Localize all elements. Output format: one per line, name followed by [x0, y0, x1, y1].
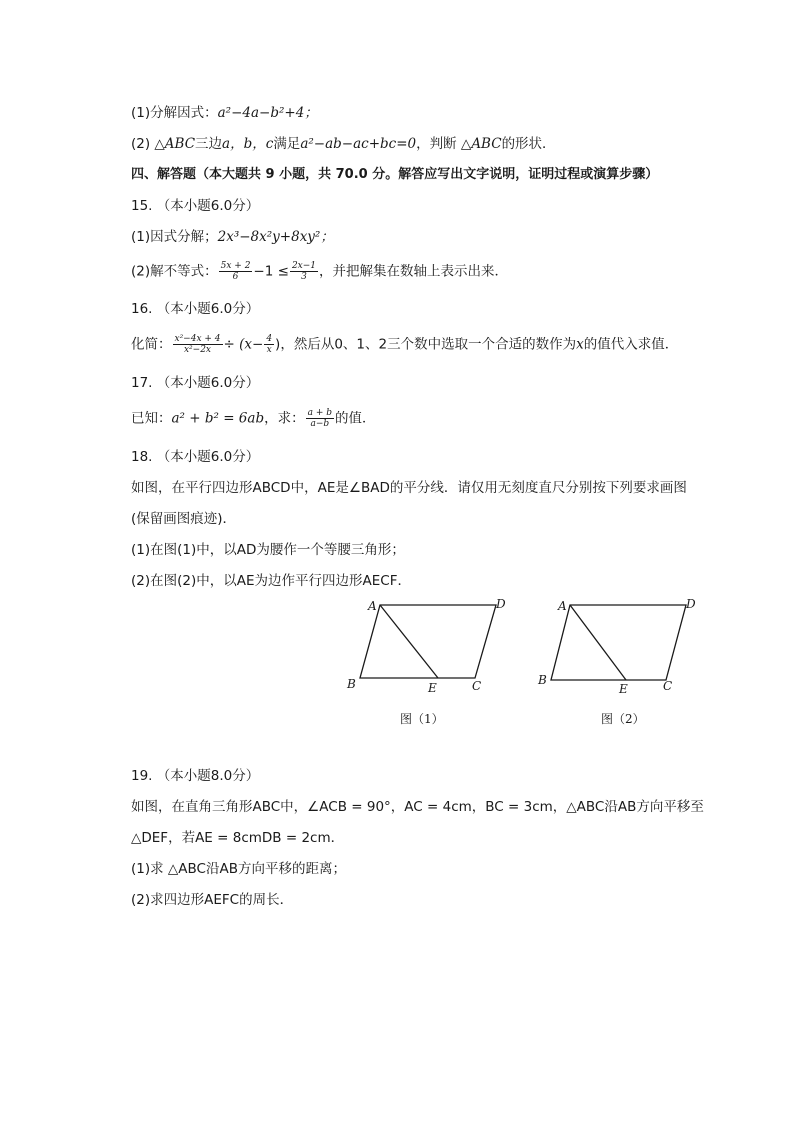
numerator: 2x−1: [291, 261, 317, 271]
problem-18-line-4: (2)在图(2)中，以AE为边作平行四边形AECF．: [131, 573, 411, 589]
math: ABC: [164, 136, 196, 152]
parallelogram-abcd: [360, 605, 496, 678]
denominator: x: [266, 345, 272, 355]
segment-ae: [380, 605, 438, 678]
segment-ae: [570, 605, 626, 680]
problem-15-part-1: [131, 228, 334, 246]
denominator: x²−2x: [183, 345, 212, 355]
fraction: [290, 261, 318, 282]
numerator: 5x + 2: [220, 261, 251, 271]
text: 三边: [195, 136, 223, 152]
text: )，然后从0、1、2三个数中选取一个合适的数作为: [275, 336, 577, 353]
denominator: a−b: [310, 419, 330, 429]
text: 已知：: [131, 410, 172, 427]
fraction: [306, 408, 334, 429]
label-d: D: [686, 597, 696, 611]
text: (1)因式分解；: [131, 229, 218, 245]
text: 化简：: [131, 336, 172, 353]
figure-1: [340, 594, 520, 698]
text: ，求：: [264, 410, 305, 427]
label-c: C: [663, 679, 673, 693]
problem-14-part-1: [131, 104, 318, 122]
parallelogram-abcd: [551, 605, 686, 680]
numerator: 4: [266, 334, 273, 344]
problem-16-header: 16. （本小题6.0分）: [131, 301, 260, 317]
math-expression: a² + b² = 6ab: [171, 410, 265, 427]
math: ABC: [471, 136, 502, 152]
problem-15-header: 15. （本小题6.0分）: [131, 198, 260, 214]
text: ，判断 △: [416, 136, 472, 152]
problem-17-body: [131, 408, 375, 429]
math: ÷ (x−: [223, 336, 264, 353]
math-expression: a²−4a−b²+4；: [217, 105, 318, 121]
label-a: A: [558, 599, 567, 613]
text: (2) △: [131, 136, 165, 152]
text: 的值．: [334, 410, 376, 427]
problem-19-header: 19. （本小题8.0分）: [131, 768, 260, 784]
text: (2)解不等式：: [131, 263, 218, 280]
parallelogram-figure-1: [340, 594, 520, 694]
problem-18-header: 18. （本小题6.0分）: [131, 449, 260, 465]
problem-18-line-2: (保留画图痕迹)．: [131, 511, 237, 527]
math: a，b，c: [222, 136, 274, 152]
fraction: [173, 334, 223, 355]
parallelogram-figure-2: [530, 594, 710, 694]
fraction: [264, 334, 274, 355]
math: x: [576, 336, 584, 353]
label-b: B: [347, 677, 356, 691]
text: −1 ≤: [253, 263, 289, 280]
label-e: E: [619, 682, 628, 694]
figure-2-caption: 图（2）: [601, 712, 645, 726]
math-expression: 2x³−8x²y+8xy²；: [217, 229, 334, 245]
problem-19-line-2: △DEF，若AE = 8cmDB = 2cm．: [131, 830, 345, 846]
label-c: C: [472, 679, 482, 693]
section-heading: 四、解答题（本大题共 9 小题，共 70.0 分。解答应写出文字说明，证明过程或演算步骤）: [131, 167, 659, 182]
text: 的形状．: [501, 136, 556, 152]
problem-14-part-2: [131, 135, 556, 153]
problem-19-line-4: (2)求四边形AEFC的周长．: [131, 892, 294, 908]
denominator: 3: [301, 272, 307, 282]
problem-16-body: [131, 334, 678, 355]
label-b: B: [538, 673, 547, 687]
label-e: E: [428, 681, 437, 694]
text: 满足: [273, 136, 301, 152]
denominator: 6: [232, 272, 239, 282]
label-a: A: [368, 599, 377, 613]
problem-18-line-3: (1)在图(1)中，以AD为腰作一个等腰三角形；: [131, 542, 405, 558]
figure-2: [530, 594, 710, 698]
problem-19-line-3: (1)求 △ABC沿AB方向平移的距离；: [131, 861, 346, 877]
math-expression: a²−ab−ac+bc=0: [300, 136, 417, 152]
text: 的值代入求值．: [583, 336, 679, 353]
problem-18-line-1: 如图，在平行四边形ABCD中，AE是∠BAD的平分线．请仅用无刻度直尺分别按下列要求画图: [131, 480, 687, 496]
text: (1)分解因式：: [131, 105, 218, 121]
numerator: a + b: [307, 408, 332, 418]
fraction: [219, 261, 253, 282]
problem-15-part-2: [131, 261, 508, 282]
label-d: D: [496, 597, 506, 611]
text: ，并把解集在数轴上表示出来．: [319, 263, 509, 280]
figure-1-caption: 图（1）: [400, 712, 444, 726]
numerator: x²−4x + 4: [174, 334, 221, 344]
problem-17-header: 17. （本小题6.0分）: [131, 375, 260, 391]
problem-19-line-1: 如图，在直角三角形ABC中，∠ACB = 90°，AC = 4cm，BC = 3cm，△ABC沿AB方向平移至: [131, 799, 704, 815]
